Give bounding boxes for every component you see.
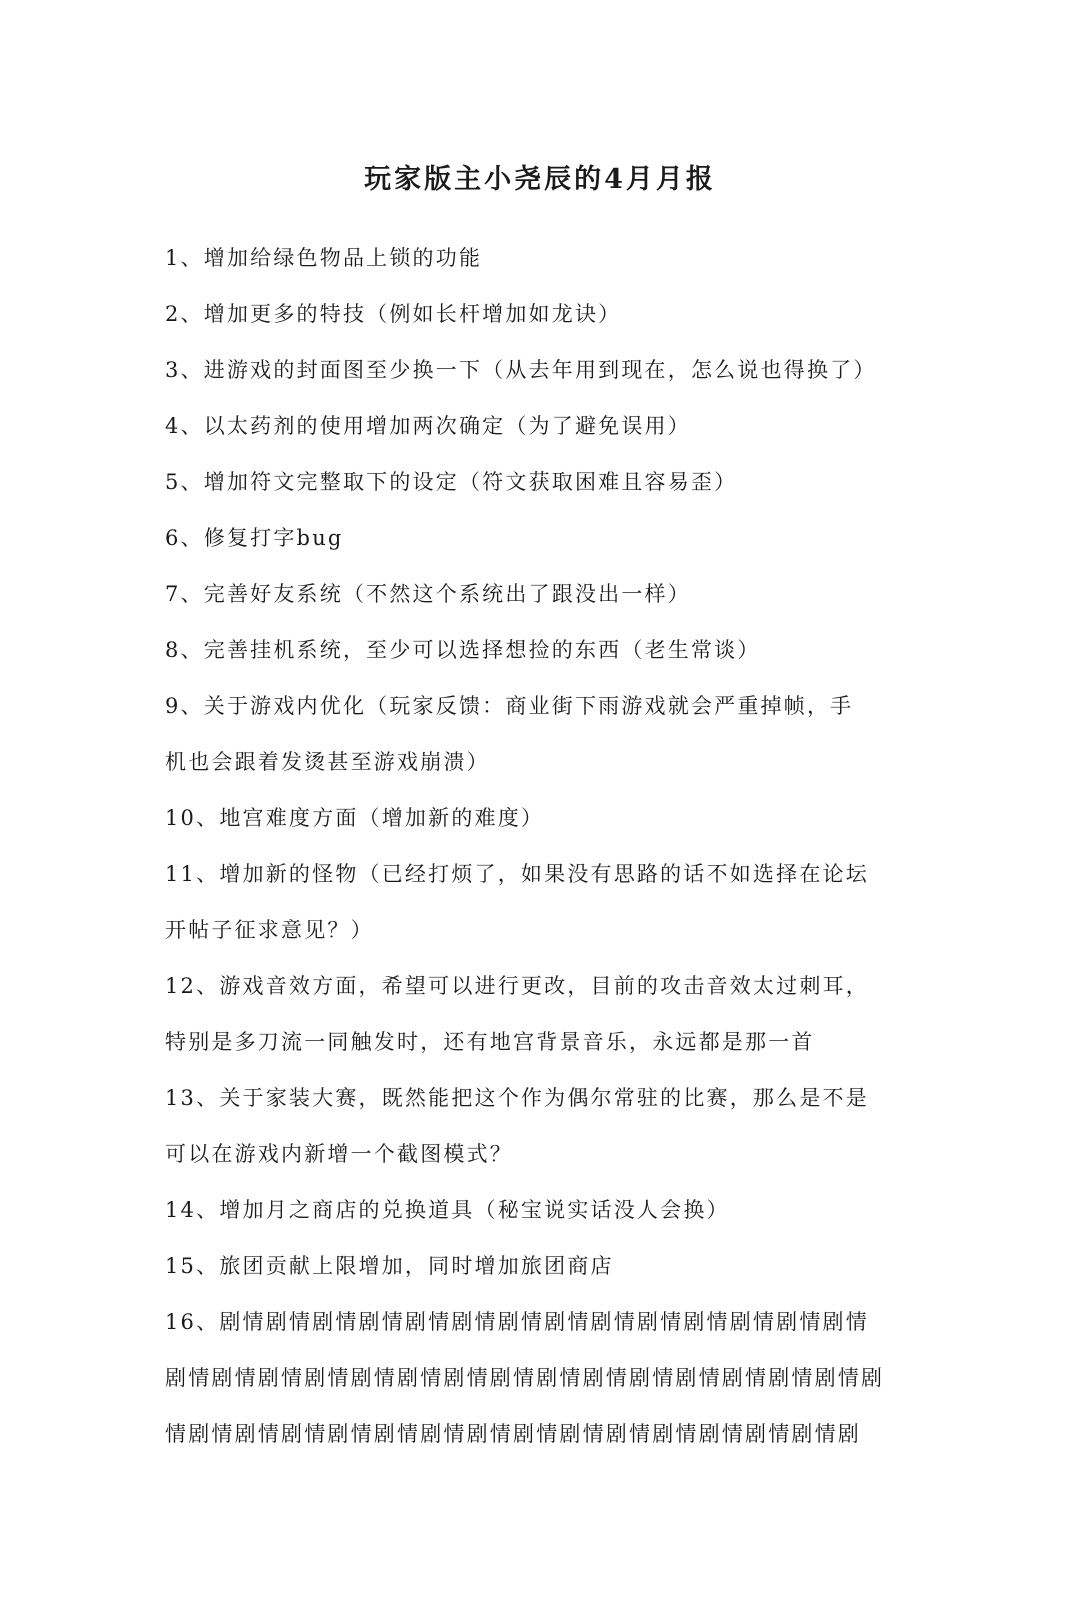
list-item: 4、以太药剂的使用增加两次确定（为了避免误用）	[165, 414, 691, 438]
list-item: 10、地宫难度方面（增加新的难度）	[165, 806, 545, 830]
document-title: 玩家版主小尧辰的4月月报	[364, 164, 716, 195]
suggestion-list	[165, 242, 925, 1474]
list-item-continuation: 可以在游戏内新增一个截图模式？	[165, 1142, 513, 1166]
list-item: 16、剧情剧情剧情剧情剧情剧情剧情剧情剧情剧情剧情剧情剧情剧情	[165, 1310, 869, 1334]
list-item-continuation: 机也会跟着发烫甚至游戏崩溃）	[165, 750, 490, 774]
list-item: 6、修复打字bug	[165, 526, 344, 550]
list-item: 1、增加给绿色物品上锁的功能	[165, 246, 483, 270]
list-item: 3、进游戏的封面图至少换一下（从去年用到现在，怎么说也得换了）	[165, 358, 877, 382]
list-item: 11、增加新的怪物（已经打烦了，如果没有思路的话不如选择在论坛	[165, 862, 869, 886]
list-item-continuation: 情剧情剧情剧情剧情剧情剧情剧情剧情剧情剧情剧情剧情剧情剧情剧	[165, 1422, 861, 1446]
list-item: 5、增加符文完整取下的设定（符文获取困难且容易歪）	[165, 470, 738, 494]
list-item-continuation: 剧情剧情剧情剧情剧情剧情剧情剧情剧情剧情剧情剧情剧情剧情剧情剧	[165, 1366, 885, 1390]
list-item: 14、增加月之商店的兑换道具（秘宝说实话没人会换）	[165, 1198, 730, 1222]
list-item: 13、关于家装大赛，既然能把这个作为偶尔常驻的比赛，那么是不是	[165, 1086, 869, 1110]
list-item: 2、增加更多的特技（例如长杆增加如龙诀）	[165, 302, 622, 326]
list-item: 7、完善好友系统（不然这个系统出了跟没出一样）	[165, 582, 691, 606]
list-item-continuation: 特别是多刀流一同触发时，还有地宫背景音乐，永远都是那一首	[165, 1030, 815, 1054]
list-item: 15、旅团贡献上限增加，同时增加旅团商店	[165, 1254, 614, 1278]
list-item-continuation: 开帖子征求意见？）	[165, 918, 374, 942]
list-item: 8、完善挂机系统，至少可以选择想捡的东西（老生常谈）	[165, 638, 761, 662]
list-item: 12、游戏音效方面，希望可以进行更改，目前的攻击音效太过刺耳，	[165, 974, 869, 998]
list-item: 9、关于游戏内优化（玩家反馈：商业街下雨游戏就会严重掉帧，手	[165, 694, 854, 718]
